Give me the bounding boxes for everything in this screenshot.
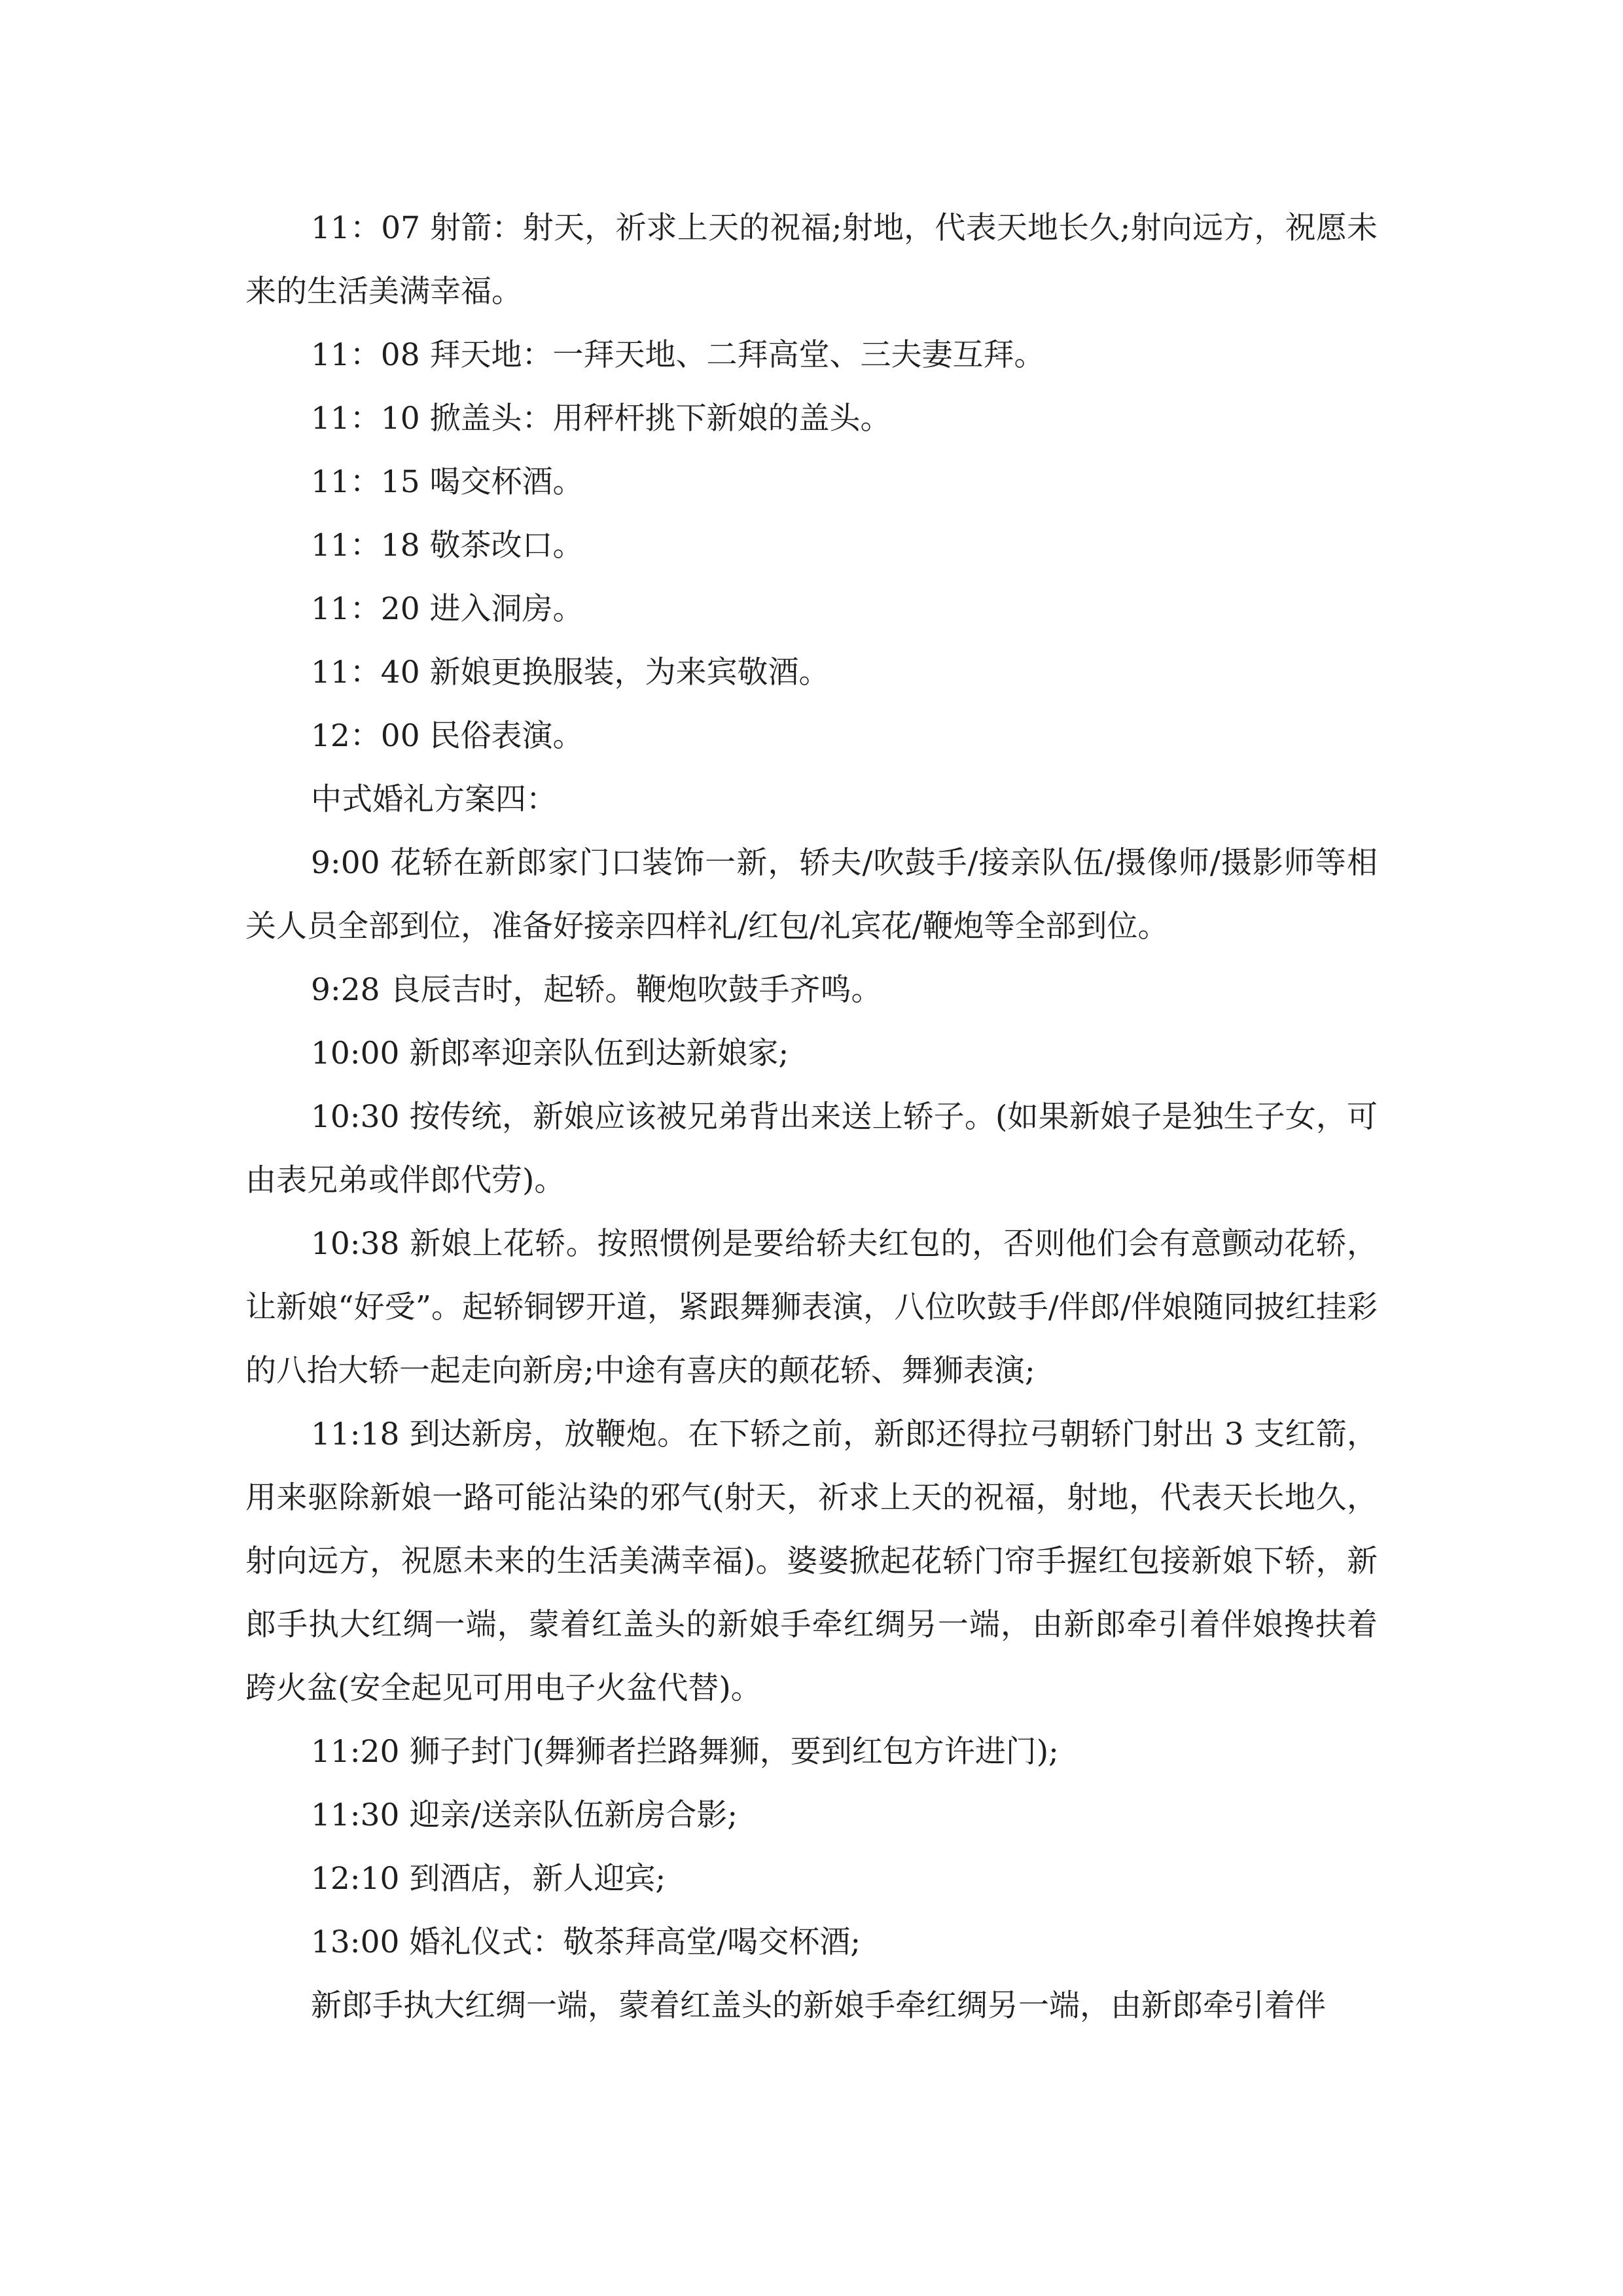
paragraph: 11：40 新娘更换服装，为来宾敬酒。 <box>311 655 830 691</box>
paragraph: 11：20 进入洞房。 <box>311 591 584 627</box>
paragraph: 10:00 新郎率迎亲队伍到达新娘家; <box>311 1035 789 1071</box>
paragraph: 新郎手执大红绸一端，蒙着红盖头的新娘手牵红绸另一端，由新郎牵引着伴 <box>311 1988 1326 2024</box>
document-page <box>245 196 1378 2037</box>
section-heading: 中式婚礼方案四： <box>311 781 557 817</box>
paragraph: 11：07 射箭：射天，祈求上天的祝福;射地，代表天地长久;射向远方，祝愿未来的生活美满幸福。 <box>245 210 1378 310</box>
paragraph: 13:00 婚礼仪式：敬茶拜高堂/喝交杯酒; <box>311 1924 861 1960</box>
paragraph: 11:18 到达新房，放鞭炮。在下轿之前，新郎还得拉弓朝轿门射出 3 支红箭，用来驱除新娘一路可能沾染的邪气(射天，祈求上天的祝福，射地，代表天长地久，射向远方，祝愿未来的生活美满幸福)。婆婆掀起花轿门帘手握红包接新娘下轿，新郎手执大红绸一端，蒙着红盖头的新娘手牵红绸另一端，由新郎牵引着伴娘搀扶着跨火盆(安全起见可用电子火盆代替)。 <box>245 1416 1378 1706</box>
paragraph: 9:00 花轿在新郎家门口装饰一新，轿夫/吹鼓手/接亲队伍/摄像师/摄影师等相关人员全部到位，准备好接亲四样礼/红包/礼宾花/鞭炮等全部到位。 <box>245 845 1378 944</box>
paragraph: 11：08 拜天地：一拜天地、二拜高堂、三夫妻互拜。 <box>311 337 1045 373</box>
paragraph: 11：18 敬茶改口。 <box>311 528 584 564</box>
paragraph: 12：00 民俗表演。 <box>311 718 584 754</box>
paragraph: 11:20 狮子封门(舞狮者拦路舞狮，要到红包方许进门); <box>311 1734 1059 1770</box>
paragraph: 10:38 新娘上花轿。按照惯例是要给轿夫红包的，否则他们会有意颤动花轿，让新娘“好受”。起轿铜锣开道，紧跟舞狮表演，八位吹鼓手/伴郎/伴娘随同披红挂彩的八抬大轿一起走向新房;中途有喜庆的颠花轿、舞狮表演; <box>245 1226 1378 1389</box>
paragraph: 12:10 到酒店，新人迎宾; <box>311 1861 666 1897</box>
paragraph: 11:30 迎亲/送亲队伍新房合影; <box>311 1797 738 1833</box>
paragraph: 11：15 喝交杯酒。 <box>311 464 584 500</box>
paragraph: 9:28 良辰吉时，起轿。鞭炮吹鼓手齐鸣。 <box>311 972 882 1008</box>
paragraph: 10:30 按传统，新娘应该被兄弟背出来送上轿子。(如果新娘子是独生子女，可由表兄弟或伴郎代劳)。 <box>245 1099 1378 1198</box>
paragraph: 11：10 掀盖头：用秤杆挑下新娘的盖头。 <box>311 401 891 437</box>
